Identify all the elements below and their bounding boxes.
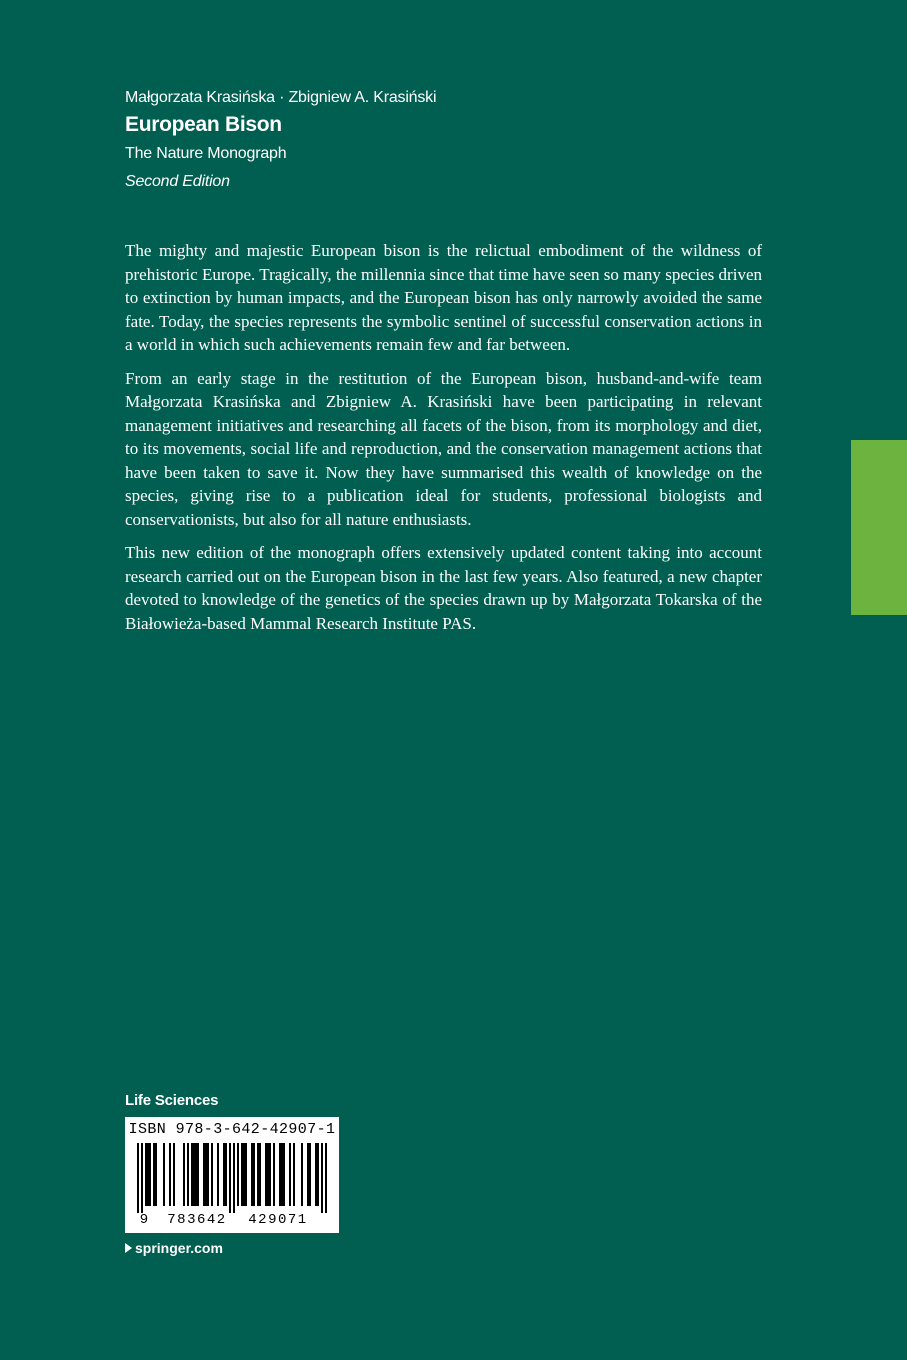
barcode-bars <box>137 1143 327 1213</box>
barcode-bar <box>245 1143 247 1206</box>
book-description <box>125 239 762 645</box>
barcode-bar <box>293 1143 295 1206</box>
barcode-bar <box>203 1143 205 1206</box>
barcode-bar <box>149 1143 151 1206</box>
subject-category: Life Sciences <box>125 1092 219 1109</box>
description-paragraph-3: This new edition of the monograph offers extensively updated content taking into account research carried out on the European bison in the last few years. Also featured, a new chapter devoted to knowledge of the genetics of the species drawn up by Małgorzata Tokarska of the Białowieża-based Mammal Research Institute PAS. <box>125 543 762 633</box>
barcode-bar <box>137 1143 139 1213</box>
barcode-bar <box>253 1143 255 1206</box>
footer <box>125 1091 218 1111</box>
barcode-bar <box>211 1143 213 1206</box>
barcode-bar <box>259 1143 261 1206</box>
barcode-bar <box>195 1143 197 1206</box>
barcode-bar <box>265 1143 267 1206</box>
green-side-tab <box>851 440 907 615</box>
barcode-bar <box>315 1143 317 1206</box>
barcode-bar <box>243 1143 245 1206</box>
barcode-bar <box>279 1143 281 1206</box>
barcode-bar <box>163 1143 165 1206</box>
barcode-bar <box>229 1143 231 1213</box>
barcode-bar <box>191 1143 193 1206</box>
barcode-bar <box>317 1143 319 1206</box>
isbn-label: ISBN 978-3-642-42907-1 <box>128 1121 336 1138</box>
description-paragraph-1: The mighty and majestic European bison is the relictual embodiment of the wildness of prehistoric Europe. Tragically, the millennia since that time have seen so many species driven to extinction by human impacts, and the European bison has only narrowly avoided the same fate. Today, the species represents the symbolic sentinel of successful conservation actions in a world in which such achievements remain few and far between. <box>125 241 762 354</box>
barcode-bar <box>309 1143 311 1206</box>
barcode-bar <box>321 1143 323 1213</box>
barcode-bar <box>301 1143 303 1206</box>
barcode-bar <box>187 1143 189 1206</box>
barcode-bar <box>257 1143 259 1206</box>
barcode-bar <box>273 1143 275 1206</box>
barcode-bar <box>307 1143 309 1206</box>
book-header <box>125 86 765 196</box>
barcode-bar <box>223 1143 225 1206</box>
barcode-bar <box>225 1143 227 1206</box>
barcode-bar <box>183 1143 185 1206</box>
barcode-bar <box>153 1143 155 1206</box>
isbn-barcode <box>125 1117 339 1233</box>
barcode-bar <box>193 1143 195 1206</box>
barcode-bar <box>251 1143 253 1206</box>
barcode-bar <box>269 1143 271 1206</box>
barcode-bar <box>283 1143 285 1206</box>
barcode-bar <box>173 1143 175 1206</box>
barcode-bar <box>155 1143 157 1206</box>
barcode-bar <box>207 1143 209 1206</box>
barcode-bar <box>205 1143 207 1206</box>
barcode-bar <box>217 1143 219 1206</box>
barcode-graphic <box>125 1117 339 1233</box>
barcode-bar <box>141 1143 143 1213</box>
barcode-bar <box>169 1143 171 1206</box>
barcode-bar <box>197 1143 199 1206</box>
barcode-bar <box>267 1143 269 1206</box>
barcode-bar <box>281 1143 283 1206</box>
barcode-digit-prefix: 9 <box>139 1212 149 1228</box>
publisher-link[interactable] <box>125 1238 223 1258</box>
barcode-bar <box>147 1143 149 1206</box>
authors: Małgorzata Krasińska · Zbigniew A. Krasiński <box>125 89 437 106</box>
barcode-digits-left: 783642 <box>167 1212 227 1228</box>
edition-label: Second Edition <box>125 173 230 190</box>
barcode-bar <box>325 1143 327 1213</box>
book-title: European Bison <box>125 113 282 136</box>
barcode-bar <box>237 1143 239 1206</box>
book-subtitle: The Nature Monograph <box>125 145 287 162</box>
barcode-bar <box>289 1143 291 1206</box>
barcode-digits-right: 429071 <box>248 1212 308 1228</box>
play-arrow-icon <box>125 1243 132 1253</box>
barcode-bar <box>241 1143 243 1206</box>
barcode-bar <box>145 1143 147 1206</box>
publisher-website[interactable]: springer.com <box>135 1240 223 1256</box>
barcode-bar <box>233 1143 235 1213</box>
description-paragraph-2: From an early stage in the restitution of the European bison, husband-and-wife team Małgorzata Krasińska and Zbigniew A. Krasiński have been participating in relevant management initiatives and researching all facets of the bison, from its morphology and diet, to its movements, social life and reproduction, and the conservation management actions that have been taken to save it. Now they have summarised this wealth of knowledge on the species, giving rise to a publication ideal for students, professional biologists and conservationists, but also for all nature enthusiasts. <box>125 368 762 529</box>
